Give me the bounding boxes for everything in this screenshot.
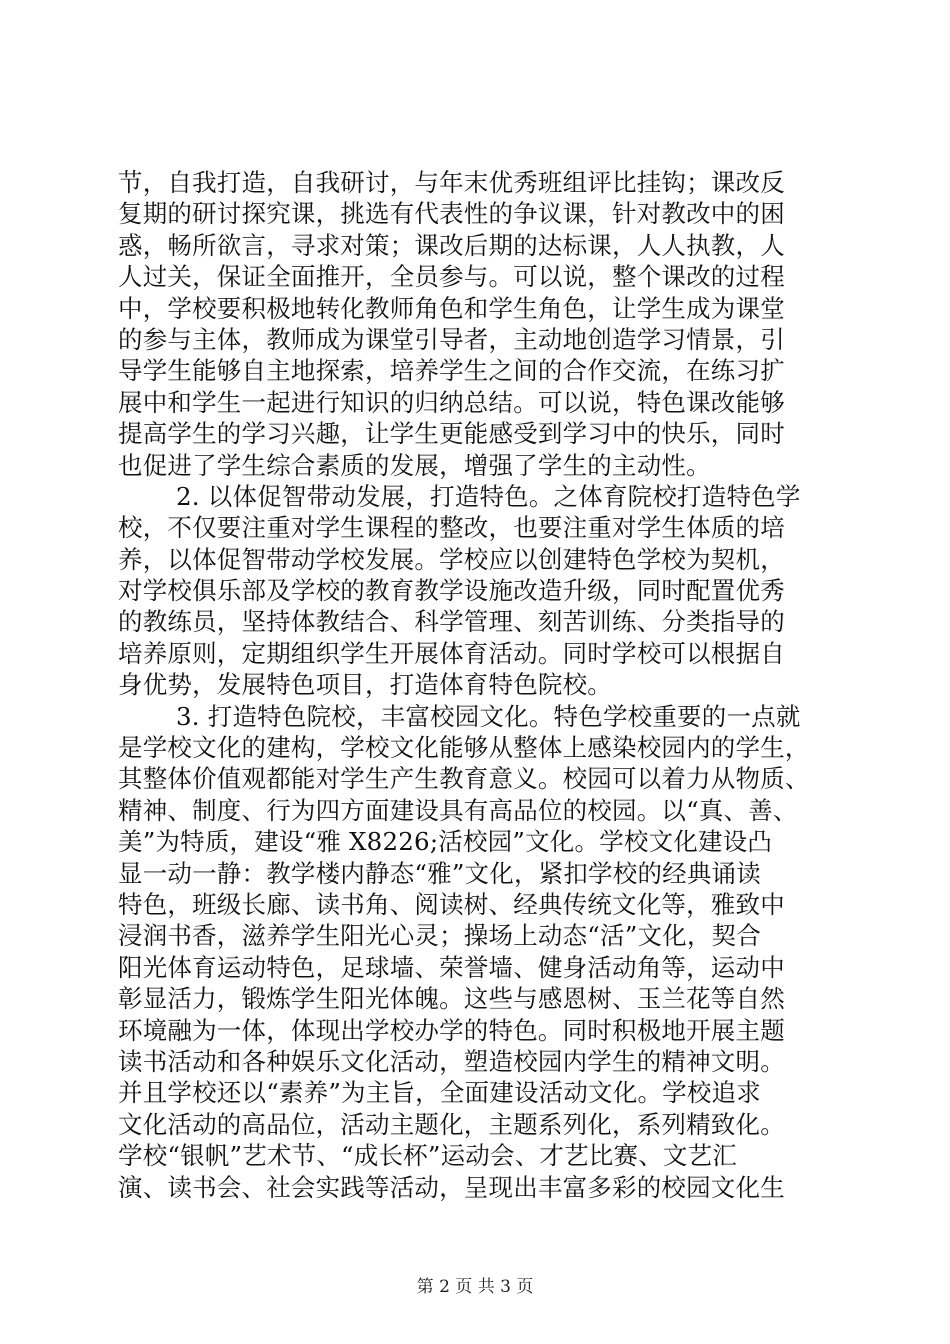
text-line: 读书活动和各种娱乐文化活动，塑造校园内学生的精神文明。: [118, 1046, 785, 1076]
text-line: 彰显活力，锻炼学生阳光体魄。这些与感恩树、玉兰花等自然: [118, 984, 785, 1014]
page-footer: 第 2 页 共 3 页: [416, 1277, 534, 1297]
text-line: 阳光体育运动特色，足球墙、荣誉墙、健身活动角等，运动中: [118, 952, 785, 982]
body-text: [118, 167, 838, 1203]
text-line: 也促进了学生综合素质的发展，增强了学生的主动性。: [118, 450, 711, 480]
text-line: 复期的研讨探究课，挑选有代表性的争议课，针对教改中的困: [118, 199, 785, 229]
text-line: 文化活动的高品位，活动主题化，主题系列化，系列精致化。: [118, 1109, 785, 1139]
text-line: 浸润书香，滋养学生阳光心灵；操场上动态“活”文化，契合: [118, 921, 761, 951]
text-line: 其整体价值观都能对学生产生教育意义。校园可以着力从物质、: [118, 764, 810, 794]
text-line: 2. 以体促智带动发展，打造特色。之体育院校打造特色学: [176, 481, 801, 511]
text-line: 显一动一静：教学楼内静态“雅”文化，紧扣学校的经典诵读: [118, 858, 761, 888]
text-line: 的教练员，坚持体教结合、科学管理、刻苦训练、分类指导的: [118, 607, 785, 637]
text-line: 演、读书会、社会实践等活动，呈现出丰富多彩的校园文化生: [118, 1172, 785, 1202]
text-line: 特色，班级长廊、读书角、阅读树、经典传统文化等，雅致中: [118, 889, 785, 919]
text-line: 节，自我打造，自我研讨，与年末优秀班组评比挂钩；课改反: [118, 168, 785, 197]
text-line: 的参与主体，教师成为课堂引导者，主动地创造学习情景，引: [118, 324, 785, 354]
text-line: 学校“银帆”艺术节、“成长杯”运动会、才艺比赛、文艺汇: [118, 1141, 737, 1171]
text-line: 培养原则，定期组织学生开展体育活动。同时学校可以根据自: [118, 638, 785, 668]
text-line: 精神、制度、行为四方面建设具有高品位的校园。以“真、善、: [118, 795, 798, 825]
text-line: 惑，畅所欲言，寻求对策；课改后期的达标课，人人执教，人: [118, 230, 785, 260]
text-line: 3. 打造特色院校，丰富校园文化。特色学校重要的一点就: [176, 701, 801, 731]
text-line: 对学校俱乐部及学校的教育教学设施改造升级，同时配置优秀: [118, 576, 785, 606]
text-line: 是学校文化的建构，学校文化能够从整体上感染校园内的学生，: [118, 733, 810, 763]
text-line: 提高学生的学习兴趣，让学生更能感受到学习中的快乐，同时: [118, 419, 785, 449]
text-line: 身优势，发展特色项目，打造体育特色院校。: [118, 670, 612, 700]
text-line: 导学生能够自主地探索，培养学生之间的合作交流，在练习扩: [118, 356, 785, 386]
text-line: 人过关，保证全面推开，全员参与。可以说，整个课改的过程: [118, 262, 785, 292]
text-line: 中，学校要积极地转化教师角色和学生角色，让学生成为课堂: [118, 293, 785, 323]
text-line: 并且学校还以“素养”为主旨，全面建设活动文化。学校追求: [118, 1078, 761, 1108]
text-line: 校，不仅要注重对学生课程的整改，也要注重对学生体质的培: [118, 513, 785, 543]
text-line: 美”为特质，建设“雅 X8226;活校园”文化。学校文化建设凸: [118, 827, 773, 857]
text-line: 环境融为一体，体现出学校办学的特色。同时积极地开展主题: [118, 1015, 785, 1045]
text-line: 展中和学生一起进行知识的归纳总结。可以说，特色课改能够: [118, 387, 785, 417]
text-line: 养，以体促智带动学校发展。学校应以创建特色学校为契机，: [118, 544, 785, 574]
